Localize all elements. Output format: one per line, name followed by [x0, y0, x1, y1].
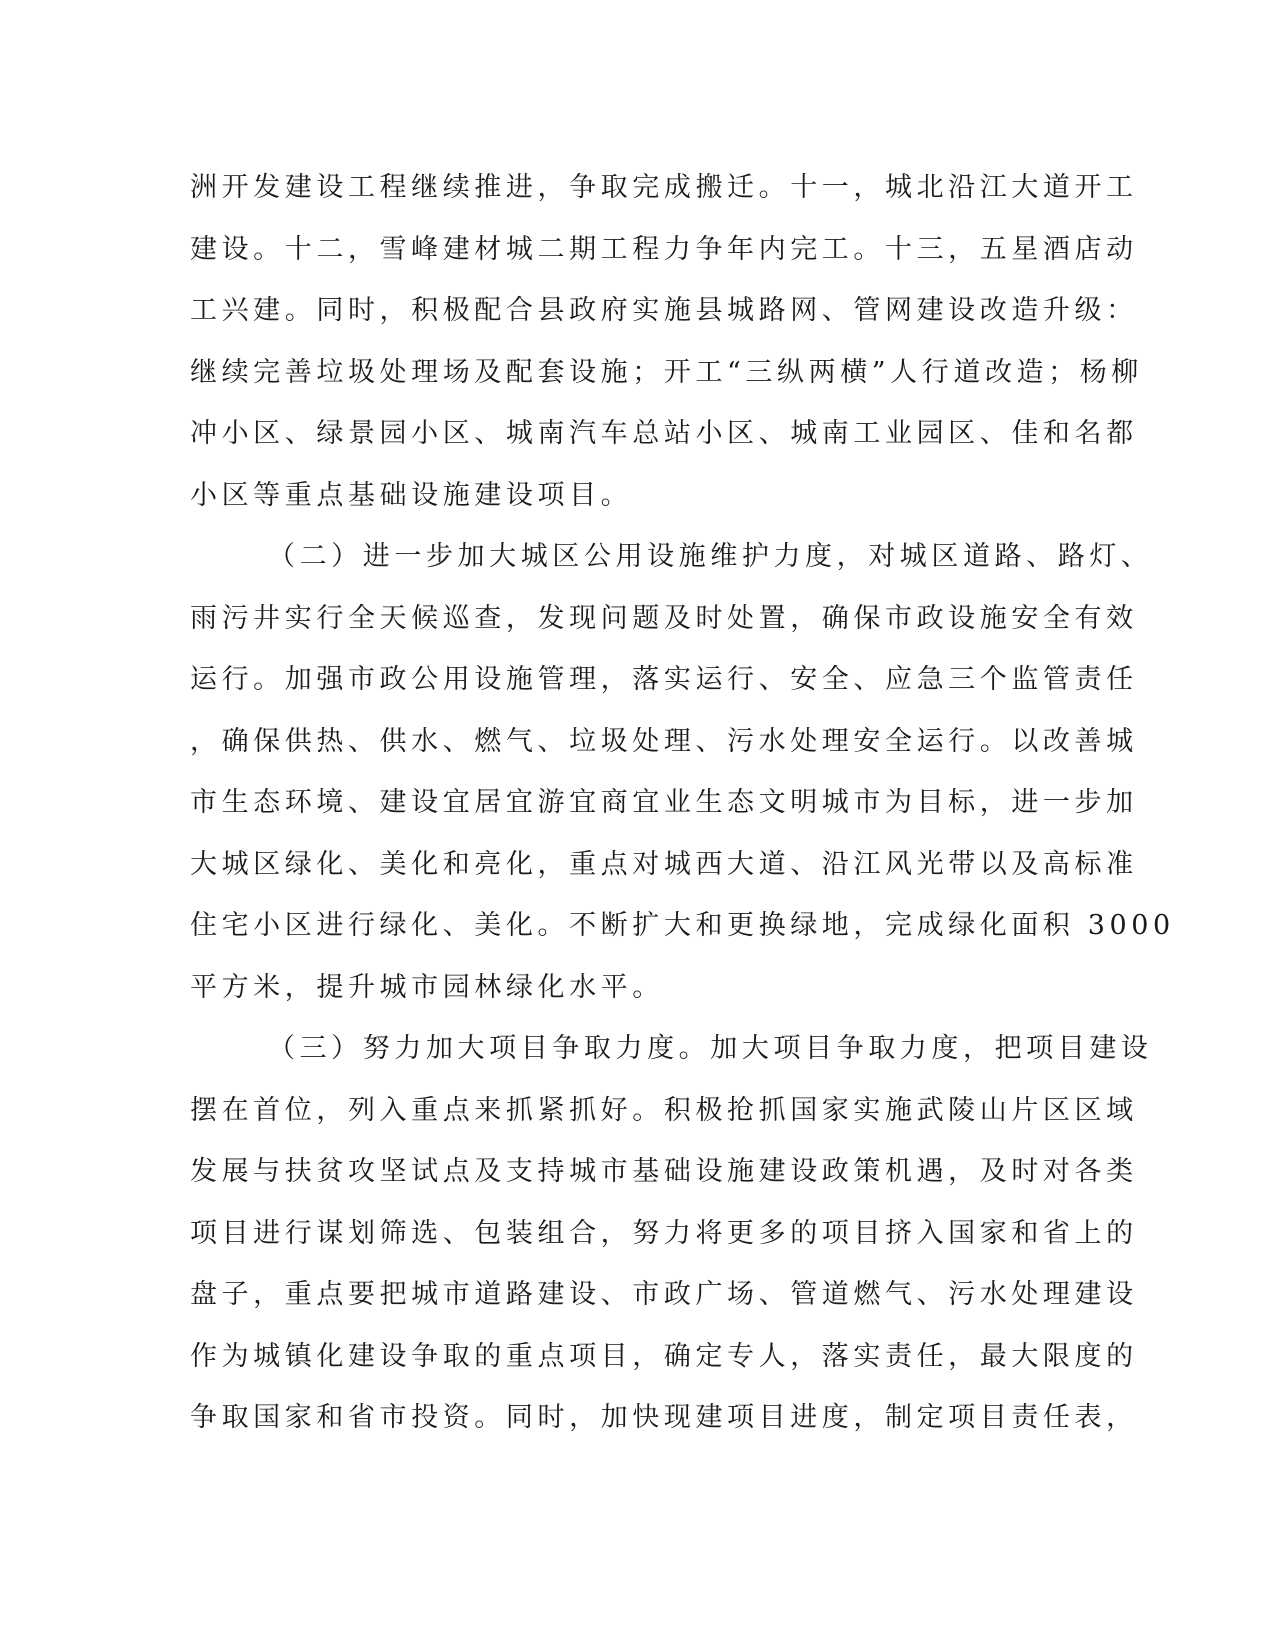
- text-line: 摆在首位，列入重点来抓紧抓好。积极抢抓国家实施武陵山片区区域: [190, 1094, 1138, 1126]
- text-line: ，确保供热、供水、燃气、垃圾处理、污水处理安全运行。以改善城: [190, 725, 1138, 757]
- text-line: 盘子，重点要把城市道路建设、市政广场、管道燃气、污水处理建设: [190, 1279, 1138, 1310]
- text-line: 运行。加强市政公用设施管理，落实运行、安全、应急三个监管责任: [190, 664, 1138, 695]
- text-line: 冲小区、绿景园小区、城南汽车总站小区、城南工业园区、佳和名都: [190, 418, 1138, 449]
- text-line: 作为城镇化建设争取的重点项目，确定专人，落实责任，最大限度的: [190, 1340, 1138, 1372]
- text-line: 建设。十二，雪峰建材城二期工程力争年内完工。十三，五星酒店动: [190, 233, 1138, 265]
- text-line: 工兴建。同时，积极配合县政府实施县城路网、管网建设改造升级：: [190, 295, 1138, 326]
- text-line: 大城区绿化、美化和亮化，重点对城西大道、沿江风光带以及高标准: [190, 848, 1138, 880]
- text-line: 平方米，提升城市园林绿化水平。: [190, 971, 664, 1003]
- text-line: （二）进一步加大城区公用设施维护力度，对城区道路、路灯、: [268, 541, 1153, 572]
- text-line: 争取国家和省市投资。同时，加快现建项目进度，制定项目责任表，: [190, 1402, 1138, 1433]
- document-body: [190, 157, 1175, 1449]
- paragraph-3: [190, 1018, 1153, 1449]
- text-line: 雨污井实行全天候巡查，发现问题及时处置，确保市政设施安全有效: [190, 602, 1138, 634]
- text-line: 继续完善垃圾处理场及配套设施；开工“三纵两横”人行道改造；杨柳: [190, 356, 1143, 388]
- text-line: 住宅小区进行绿化、美化。不断扩大和更换绿地，完成绿化面积 3000: [190, 910, 1175, 941]
- text-line: 洲开发建设工程继续推进，争取完成搬迁。十一，城北沿江大道开工: [190, 172, 1138, 203]
- text-line: （三）努力加大项目争取力度。加大项目争取力度，把项目建设: [268, 1033, 1153, 1064]
- paragraph-1: [190, 157, 1143, 526]
- text-line: 项目进行谋划筛选、包装组合，努力将更多的项目挤入国家和省上的: [190, 1217, 1138, 1249]
- paragraph-2: [190, 526, 1175, 1018]
- text-line: 小区等重点基础设施建设项目。: [190, 479, 633, 511]
- text-line: 市生态环境、建设宜居宜游宜商宜业生态文明城市为目标，进一步加: [190, 787, 1138, 818]
- text-line: 发展与扶贫攻坚试点及支持城市基础设施建设政策机遇，及时对各类: [190, 1156, 1138, 1187]
